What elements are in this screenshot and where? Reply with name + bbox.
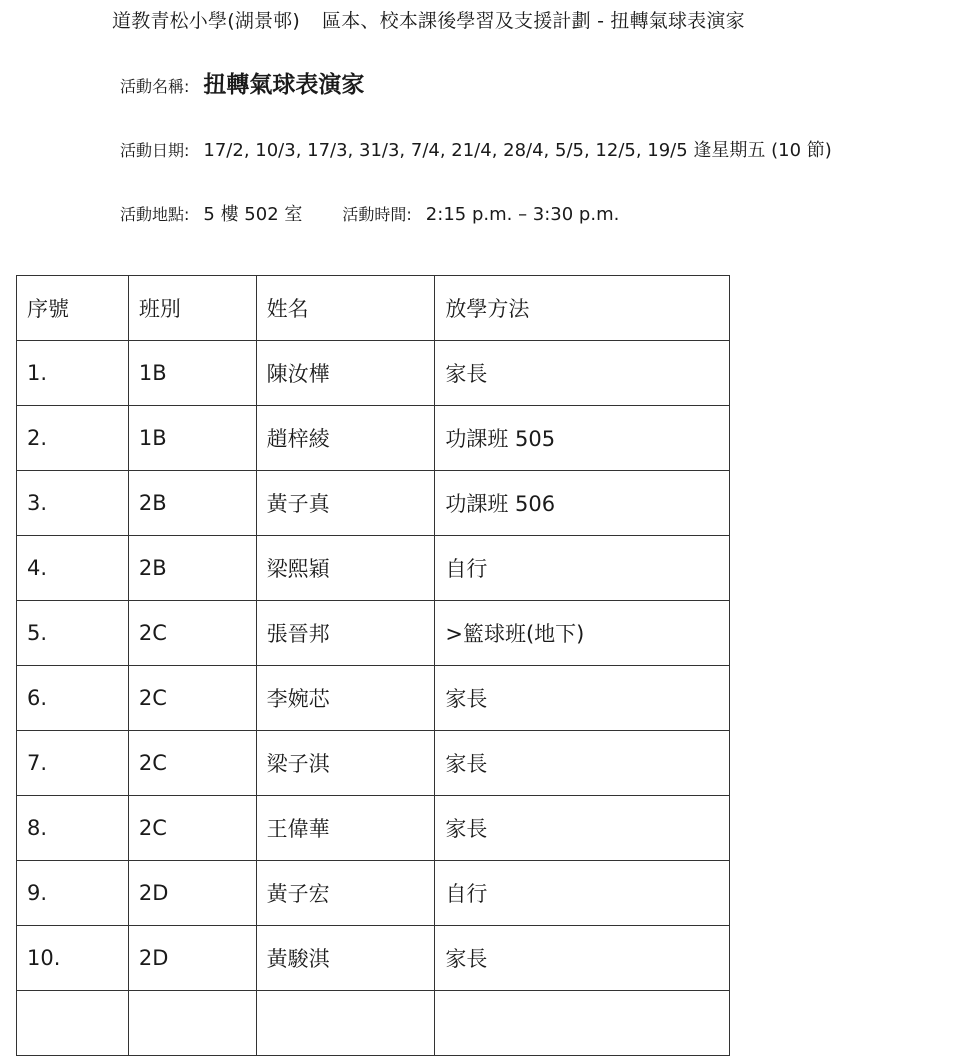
- header-student-name: 姓名: [256, 276, 435, 341]
- activity-place-row: [120, 200, 619, 226]
- row-serial: 1.: [17, 341, 129, 406]
- row-dismissal-method: 家長: [435, 731, 730, 796]
- row-class: 2C: [128, 666, 256, 731]
- row-student-name: 陳汝樺: [256, 341, 435, 406]
- activity-time: 2:15 p.m. – 3:30 p.m.: [425, 204, 620, 225]
- row-student-name: 黃子宏: [256, 861, 435, 926]
- row-serial: 8.: [17, 796, 129, 861]
- row-student-name: 王偉華: [256, 796, 435, 861]
- row-class: 2B: [128, 536, 256, 601]
- row-dismissal-method: >籃球班(地下): [435, 601, 730, 666]
- row-serial: 10.: [17, 926, 129, 991]
- row-class: 2C: [128, 796, 256, 861]
- activity-name-row: [120, 66, 364, 99]
- table-row: [17, 601, 730, 666]
- activity-name: 扭轉氣球表演家: [203, 72, 365, 98]
- activity-time-label: 活動時間:: [342, 205, 412, 224]
- school-name: 道教青松小學(湖景邨): [112, 10, 301, 32]
- row-class: 1B: [128, 406, 256, 471]
- row-class: 2D: [128, 926, 256, 991]
- activity-place-label: 活動地點:: [120, 205, 190, 224]
- table-row: [17, 796, 730, 861]
- activity-dates: 17/2, 10/3, 17/3, 31/3, 7/4, 21/4, 28/4, 5/5, 12/5, 19/5 逢星期五 (10 節): [203, 140, 832, 161]
- row-dismissal-method: 家長: [435, 926, 730, 991]
- row-serial: 2.: [17, 406, 129, 471]
- row-class: [128, 991, 256, 1056]
- row-dismissal-method: 家長: [435, 666, 730, 731]
- row-class: 2C: [128, 601, 256, 666]
- row-serial: [17, 991, 129, 1056]
- row-serial: 7.: [17, 731, 129, 796]
- table-row: [17, 731, 730, 796]
- row-student-name: 黃駿淇: [256, 926, 435, 991]
- row-student-name: 梁子淇: [256, 731, 435, 796]
- row-student-name: 梁熙穎: [256, 536, 435, 601]
- row-serial: 9.: [17, 861, 129, 926]
- row-student-name: [256, 991, 435, 1056]
- header-class: 班別: [128, 276, 256, 341]
- student-roster-table: [16, 275, 730, 1056]
- table-row: [17, 471, 730, 536]
- row-class: 2D: [128, 861, 256, 926]
- table-header-row: [17, 276, 730, 341]
- header-dismissal-method: 放學方法: [435, 276, 730, 341]
- row-dismissal-method: 功課班 506: [435, 471, 730, 536]
- activity-place: 5 樓 502 室: [203, 204, 303, 225]
- row-class: 2B: [128, 471, 256, 536]
- document-header: [112, 6, 745, 33]
- row-serial: 6.: [17, 666, 129, 731]
- activity-date-label: 活動日期:: [120, 141, 190, 160]
- row-dismissal-method: 家長: [435, 796, 730, 861]
- row-serial: 5.: [17, 601, 129, 666]
- table-row: [17, 861, 730, 926]
- header-serial: 序號: [17, 276, 129, 341]
- table-row: [17, 926, 730, 991]
- row-student-name: 張晉邦: [256, 601, 435, 666]
- row-dismissal-method: 功課班 505: [435, 406, 730, 471]
- table-row: [17, 341, 730, 406]
- row-dismissal-method: 自行: [435, 536, 730, 601]
- table-row: [17, 536, 730, 601]
- row-dismissal-method: 自行: [435, 861, 730, 926]
- row-class: 1B: [128, 341, 256, 406]
- table-row: [17, 406, 730, 471]
- row-student-name: 黃子真: [256, 471, 435, 536]
- table-row: [17, 991, 730, 1056]
- table-row: [17, 666, 730, 731]
- row-student-name: 李婉芯: [256, 666, 435, 731]
- row-class: 2C: [128, 731, 256, 796]
- activity-date-row: [120, 136, 832, 162]
- row-dismissal-method: 家長: [435, 341, 730, 406]
- row-serial: 4.: [17, 536, 129, 601]
- program-title: 區本、校本課後學習及支援計劃 - 扭轉氣球表演家: [322, 10, 745, 32]
- row-dismissal-method: [435, 991, 730, 1056]
- activity-name-label: 活動名稱:: [120, 77, 190, 96]
- row-student-name: 趙梓綾: [256, 406, 435, 471]
- row-serial: 3.: [17, 471, 129, 536]
